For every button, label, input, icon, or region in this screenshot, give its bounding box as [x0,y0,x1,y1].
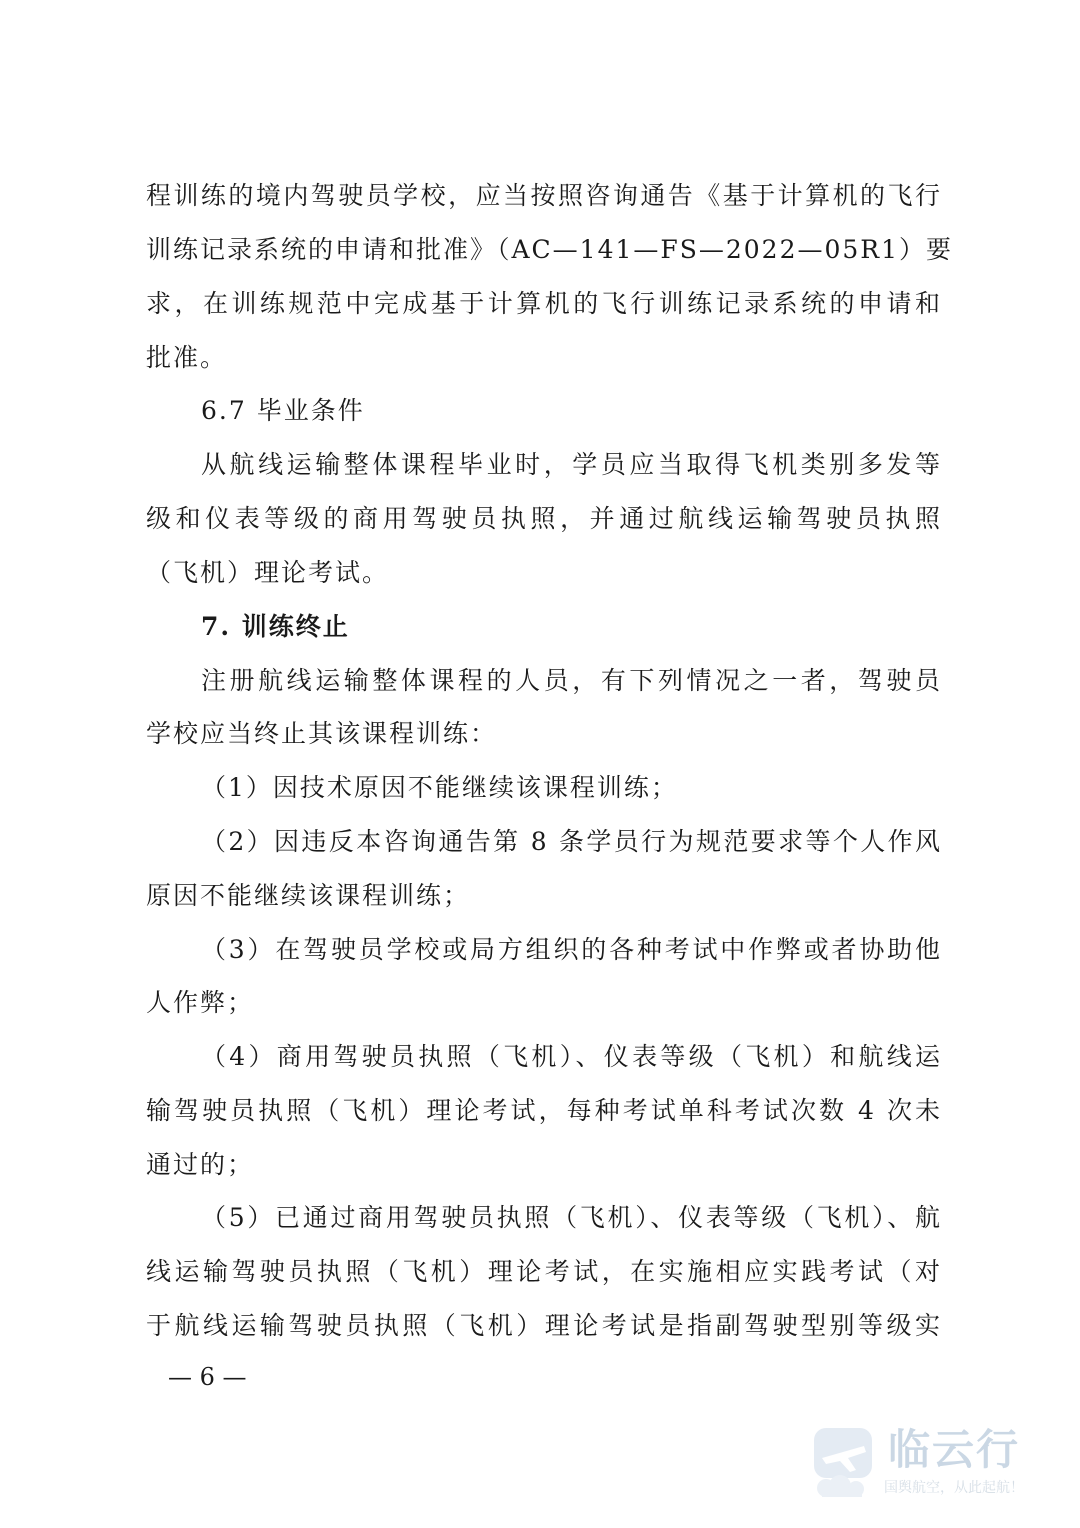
text-line: 级和仪表等级的商用驾驶员执照，并通过航线运输驾驶员执照 [146,504,942,533]
text-line: 原因不能继续该课程训练； [146,881,471,910]
section-heading: 7. 训练终止 [201,612,350,641]
list-item: （2）因违反本咨询通告第 8 条学员行为规范要求等个人作风 [201,827,942,856]
watermark-slogan: 国舆航空，从此起航！ [884,1480,1024,1496]
text-line: 批准。 [146,343,228,372]
airplane-logo-icon [812,1424,876,1502]
text-line: （飞机）理论考试。 [146,558,390,587]
text-line: 求，在训练规范中完成基于计算机的飞行训练记录系统的申请和 [146,289,942,318]
list-item: （4）商用驾驶员执照（飞机）、仪表等级（飞机）和航线运 [201,1042,942,1071]
text-line: 线运输驾驶员执照（飞机）理论考试，在实施相应实践考试（对 [146,1257,942,1286]
text-line: 训练记录系统的申请和批准》（AC—141—FS—2022—05R1）要 [146,235,954,264]
watermark-title: 临云行 [888,1425,1021,1474]
page-number: — 6 — [168,1363,247,1391]
text-line: 程训练的境内驾驶员学校，应当按照咨询通告《基于计算机的飞行 [146,181,942,210]
text-line: 输驾驶员执照（飞机）理论考试，每种考试单科考试次数 4 次未 [146,1096,942,1125]
list-item: （3）在驾驶员学校或局方组织的各种考试中作弊或者协助他 [201,935,942,964]
text-line: 通过的； [146,1150,255,1179]
text-line: 从航线运输整体课程毕业时，学员应当取得飞机类别多发等 [201,450,942,479]
list-item: （5）已通过商用驾驶员执照（飞机）、仪表等级（飞机）、航 [201,1203,942,1232]
text-line: 于航线运输驾驶员执照（飞机）理论考试是指副驾驶型别等级实 [146,1311,942,1340]
watermark [812,1418,1052,1508]
text-line: 注册航线运输整体课程的人员，有下列情况之一者，驾驶员 [201,666,942,695]
text-line: 学校应当终止其该课程训练： [146,719,498,748]
text-line: 人作弊； [146,988,255,1017]
list-item: （1）因技术原因不能继续该课程训练； [201,773,678,802]
section-heading: 6.7 毕业条件 [201,396,365,425]
